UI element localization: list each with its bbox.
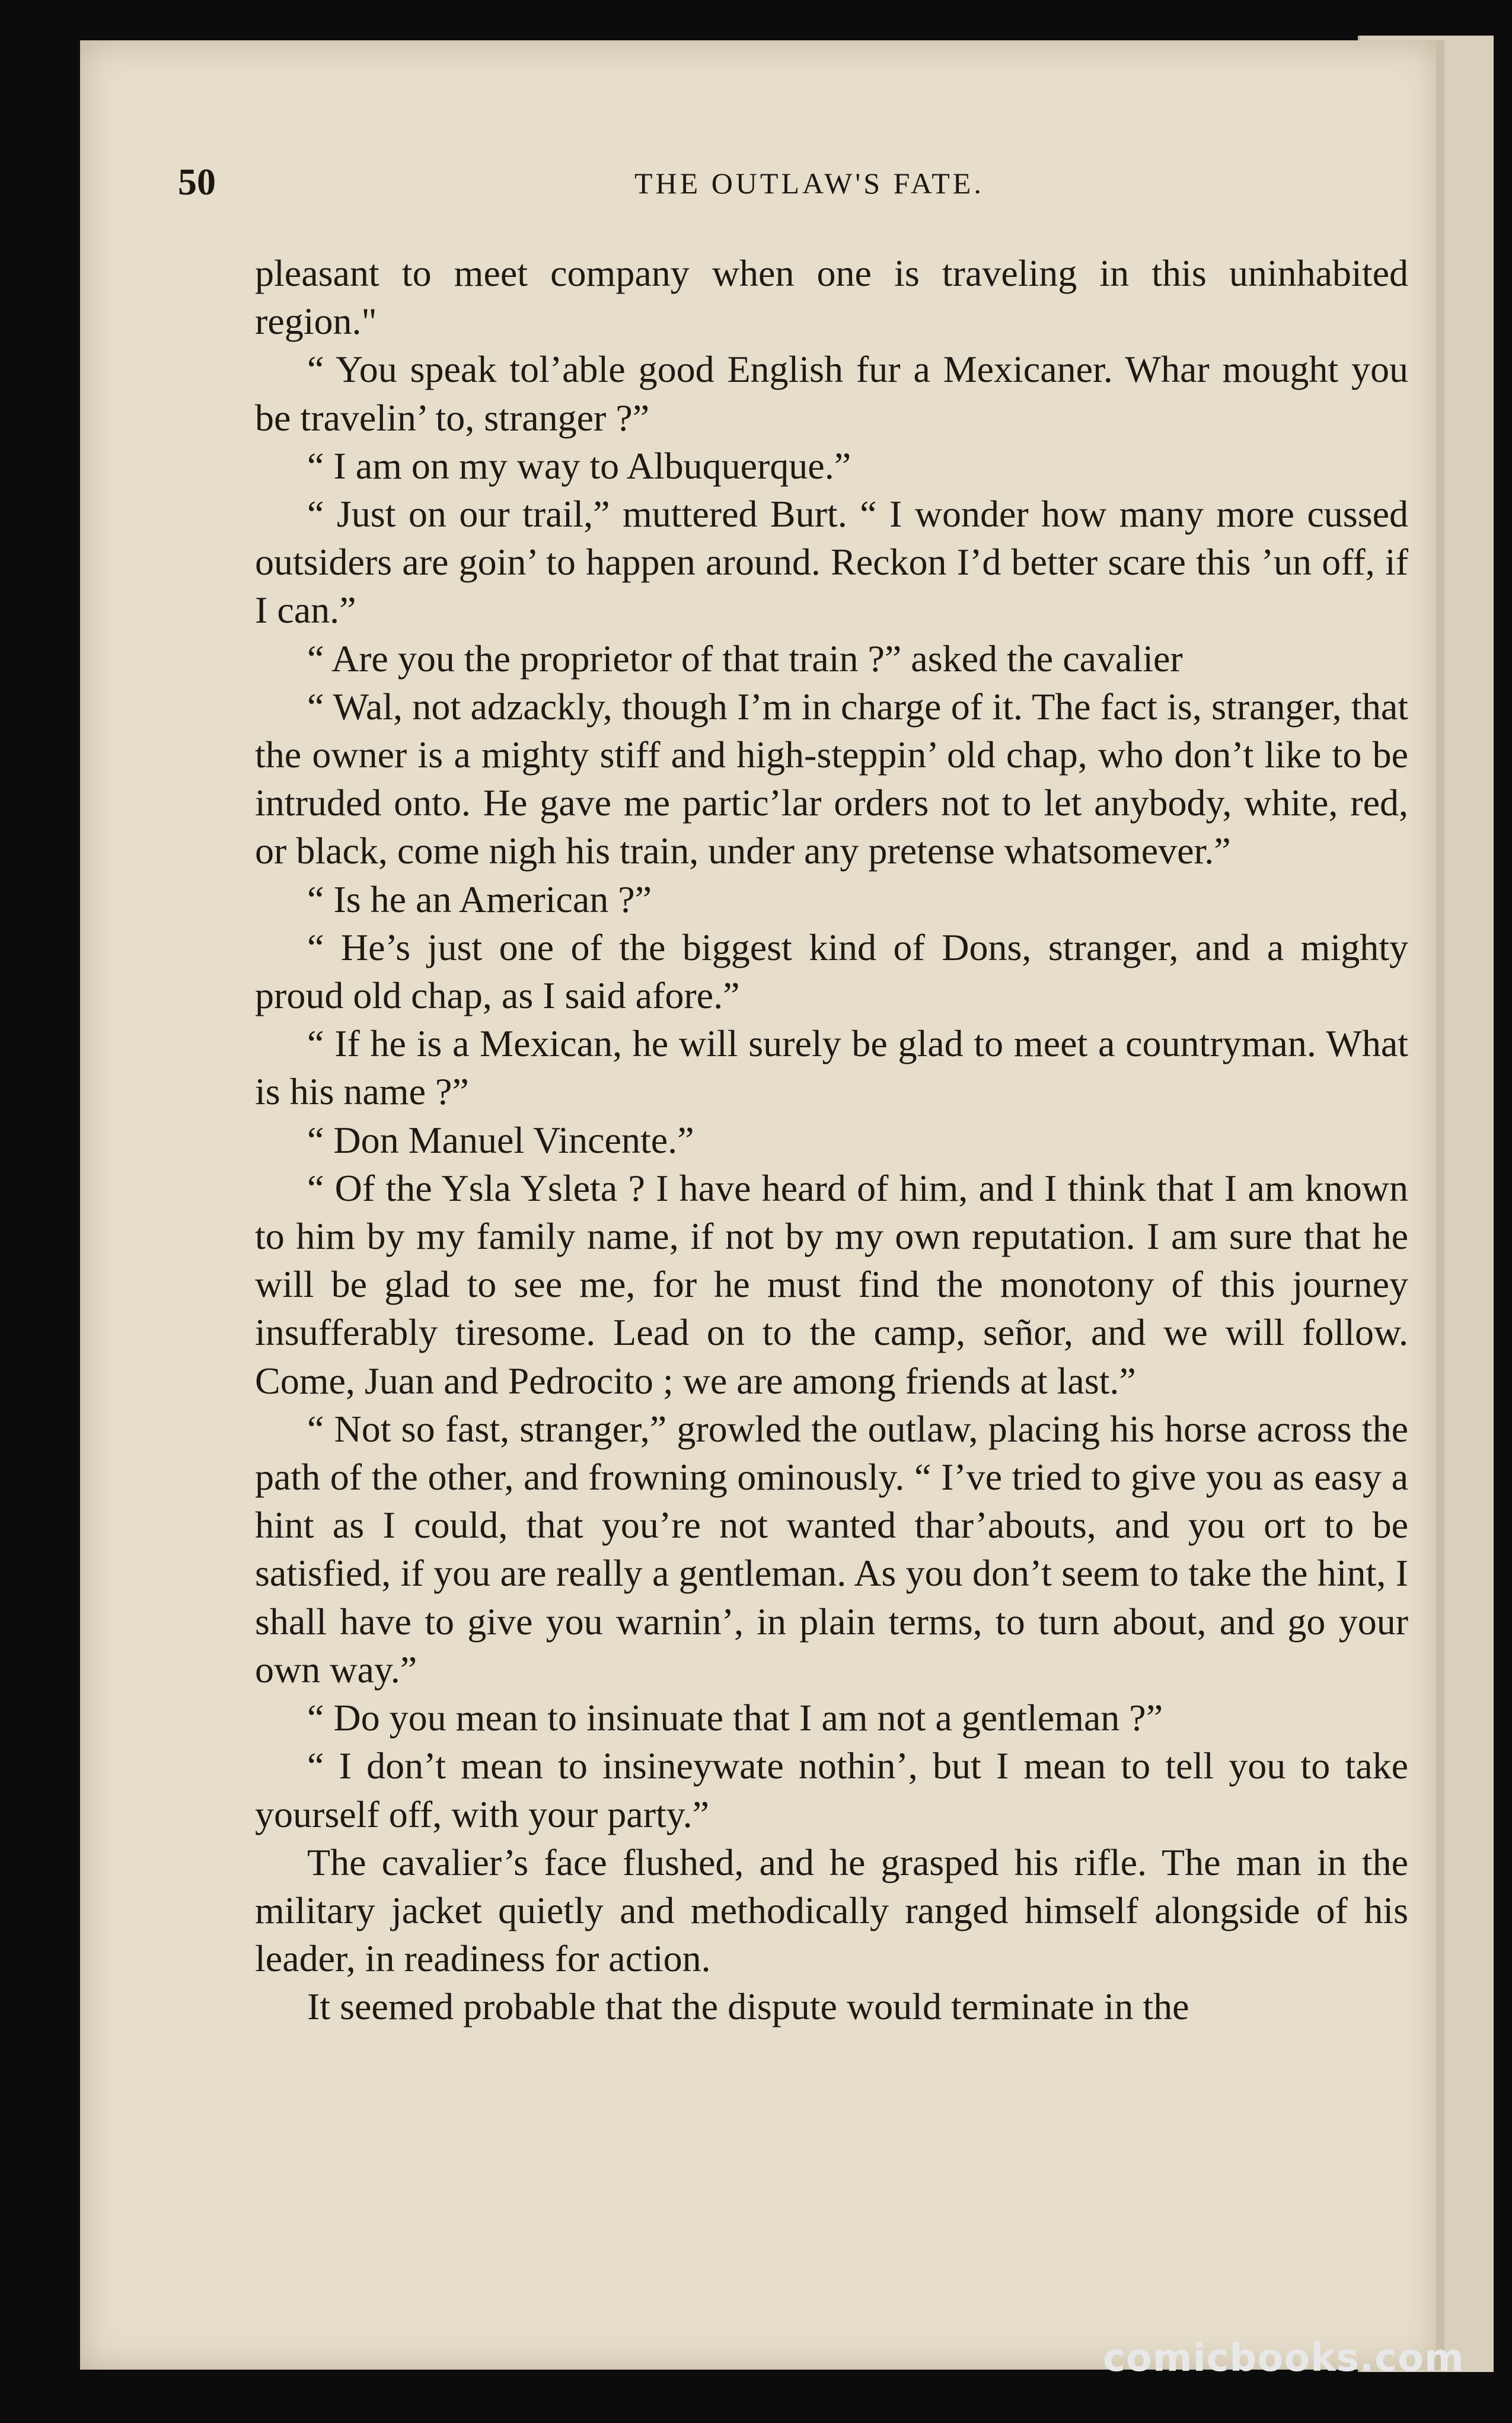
paragraph-15: The cavalier’s face flushed, and he grasped his rifle. The man in the military jacket quietly and methodically ranged himself alongside of his leader, in readiness for action. [255, 1841, 1408, 1980]
paragraph-8: “ He’s just one of the biggest kind of Dons, stranger, and a mighty proud old chap, as I said afore.” [255, 926, 1408, 1017]
page-edge [1436, 40, 1444, 2370]
paragraph-12: “ Not so fast, stranger,” growled the outlaw, placing his horse across the path of the other, and frowning ominously. “ I’ve tried to give you as easy a hint as I could, that you’re not wanted thar’abouts, and you ort to be satisfied, if you are really a gentleman. As you don’t seem to take the hint, I shall have to give you warnin’, in plain terms, to turn about, and go your own way.” [255, 1407, 1408, 1691]
page-header [178, 160, 1393, 208]
running-head: THE OUTLAW'S FATE. [634, 167, 984, 200]
paragraph-3: “ I am on my way to Albuquerque.” [307, 444, 851, 487]
paragraph-2: “ You speak tol’able good English fur a Mexicaner. Whar mought you be travelin’ to, stranger ?” [255, 348, 1408, 439]
paragraph-5: “ Are you the proprietor of that train ?” asked the cavalier [307, 637, 1183, 680]
paragraph-1: pleasant to meet company when one is traveling in this uninhabited region." [255, 252, 1408, 343]
paragraph-10: “ Don Manuel Vincente.” [307, 1118, 694, 1161]
watermark: comicbooks.com [1103, 2336, 1465, 2380]
paragraph-4: “ Just on our trail,” muttered Burt. “ I wonder how many more cussed outsiders are goin’ to happen around. Reckon I’d better scare this ’un off, if I can.” [255, 493, 1408, 632]
paragraph-7: “ Is he an American ?” [307, 878, 652, 920]
paragraph-14: “ I don’t mean to insineywate nothin’, but I mean to tell you to take yourself off, with your party.” [255, 1745, 1408, 1835]
paragraph-13: “ Do you mean to insinuate that I am not a gentleman ?” [307, 1697, 1163, 1739]
body-text [255, 249, 1408, 2031]
paragraph-6: “ Wal, not adzackly, though I’m in charge of it. The fact is, stranger, that the owner is a mighty stiff and high-steppin’ old chap, who don’t like to be intruded onto. He gave me partic’lar orders not to let anybody, white, red, or black, come nigh his train, under any pretense whatsomever.” [255, 685, 1408, 872]
page-number: 50 [178, 161, 216, 203]
paragraph-9: “ If he is a Mexican, he will surely be glad to meet a countryman. What is his name ?” [255, 1022, 1408, 1113]
paragraph-11: “ Of the Ysla Ysleta ? I have heard of him, and I think that I am known to him by my family name, if not by my own reputation. I am sure that he will be glad to see me, for he must find the monotony of this journey insufferably tiresome. Lead on to the camp, señor, and we will follow. Come, Juan and Pedrocito ; we are among friends at last.” [255, 1166, 1408, 1402]
paragraph-16: It seemed probable that the dispute would terminate in the [307, 1985, 1189, 2028]
